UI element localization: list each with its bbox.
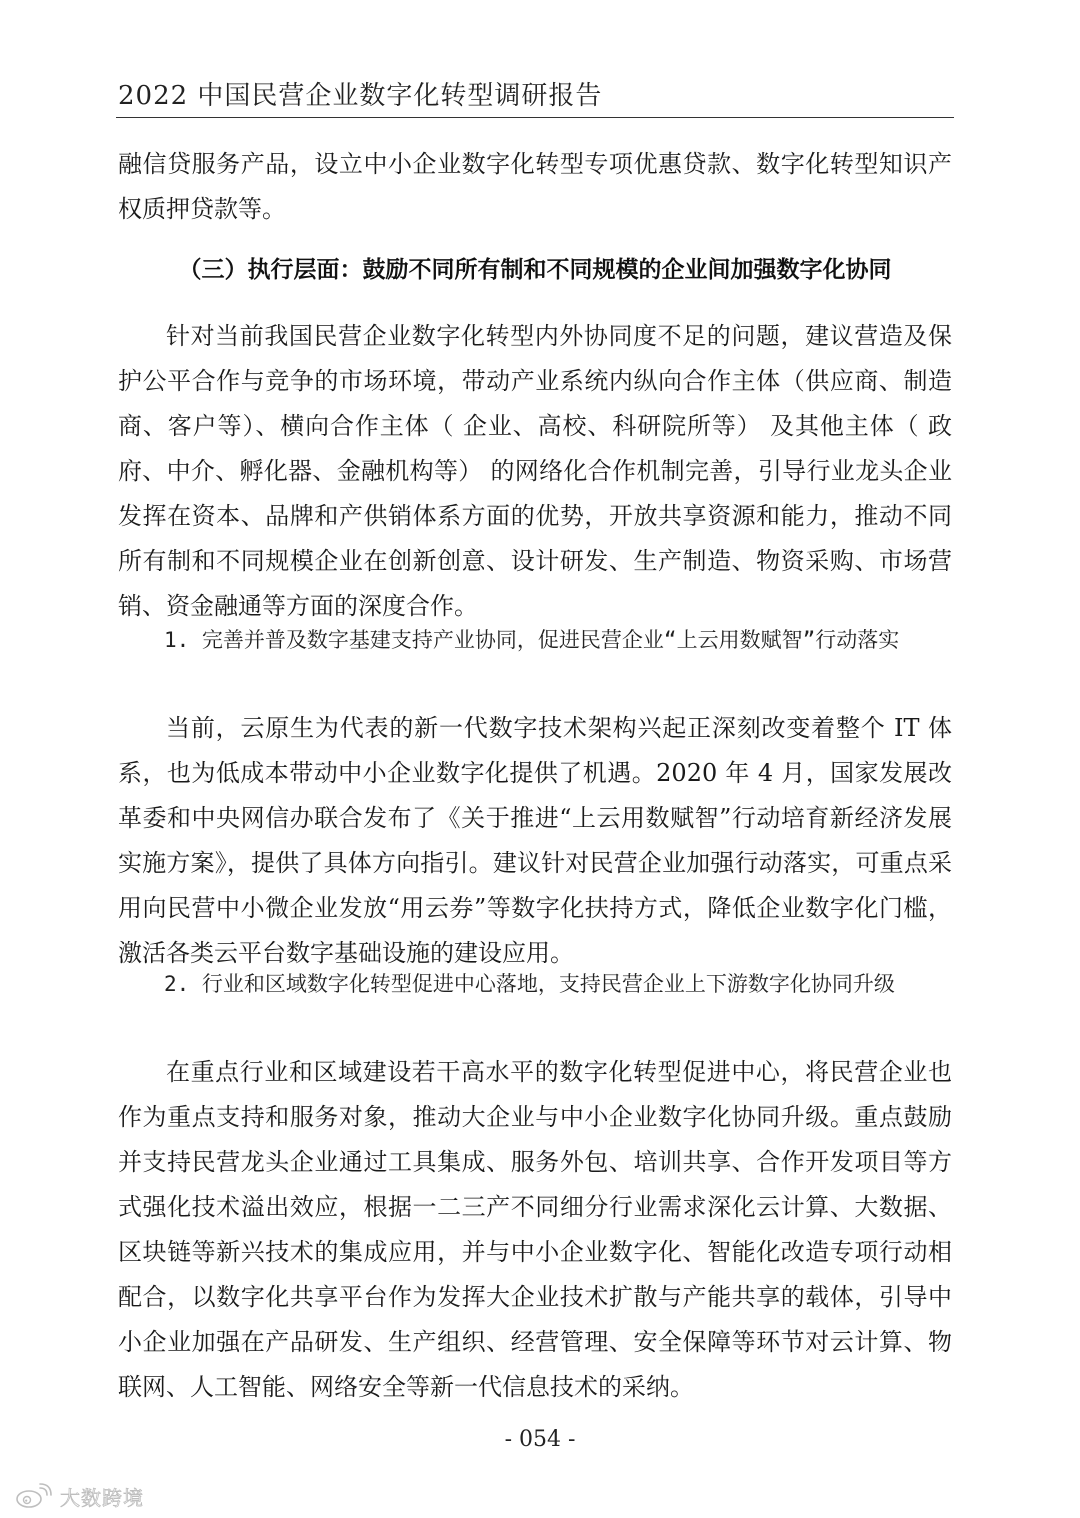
paragraph-collaboration: 针对当前我国民营企业数字化转型内外协同度不足的问题，建议营造及保护公平合作与竞争的市场环境，带动产业系统内纵向合作主体（供应商、制造商、客户等）、横向合作主体（ 企业、高校、科研院所等） 及其他主体（ 政府、中介、孵化器、金融机构等） 的网络化合作机制完善，引导行业龙头企业发挥在资本、品牌和产供销体系方面的优势，开放共享资源和能力，推动不同所有制和不同规模企业在创新创意、设计研发、生产制造、物资采购、市场营销、资金融通等方面的深度合作。	[118, 322, 952, 620]
watermark-text: 大数跨境	[60, 1485, 144, 1510]
subheading-cloud-infrastructure: 1. 完善并普及数字基建支持产业协同，促进民营企业“上云用数赋智”行动落实	[164, 628, 900, 652]
weibo-logo-icon	[14, 1482, 54, 1510]
watermark	[14, 1480, 144, 1512]
running-header: 2022 中国民营企业数字化转型调研报告	[118, 81, 603, 111]
paragraph-transformation-centers: 在重点行业和区域建设若干高水平的数字化转型促进中心，将民营企业也作为重点支持和服务对象，推动大企业与中小企业数字化协同升级。重点鼓励并支持民营龙头企业通过工具集成、服务外包、培训共享、合作开发项目等方式强化技术溢出效应，根据一二三产不同细分行业需求深化云计算、大数据、区块链等新兴技术的集成应用，并与中小企业数字化、智能化改造专项行动相配合，以数字化共享平台作为发挥大企业技术扩散与产能共享的载体，引导中小企业加强在产品研发、生产组织、经营管理、安全保障等环节对云计算、物联网、人工智能、网络安全等新一代信息技术的采纳。	[118, 1058, 952, 1401]
paragraph-cloud-native: 当前，云原生为代表的新一代数字技术架构兴起正深刻改变着整个 IT 体系，也为低成本带动中小企业数字化提供了机遇。2020 年 4 月，国家发展改革委和中央网信办联合发布了《关于推进“上云用数赋智”行动培育新经济发展实施方案》，提供了具体方向指引。建议针对民营企业加强行动落实，可重点采用向民营中小微企业发放“用云券”等数字化扶持方式，降低企业数字化门槛，激活各类云平台数字基础设施的建设应用。	[118, 714, 952, 967]
paragraph-loan-products: 融信贷服务产品，设立中小企业数字化转型专项优惠贷款、数字化转型知识产权质押贷款等。	[118, 150, 952, 223]
page-number: - 054 -	[504, 1427, 576, 1452]
section-heading: （三）执行层面：鼓励不同所有制和不同规模的企业间加强数字化协同	[178, 257, 892, 283]
header-rule	[116, 117, 954, 118]
subheading-transformation-centers: 2. 行业和区域数字化转型促进中心落地，支持民营企业上下游数字化协同升级	[164, 972, 895, 996]
